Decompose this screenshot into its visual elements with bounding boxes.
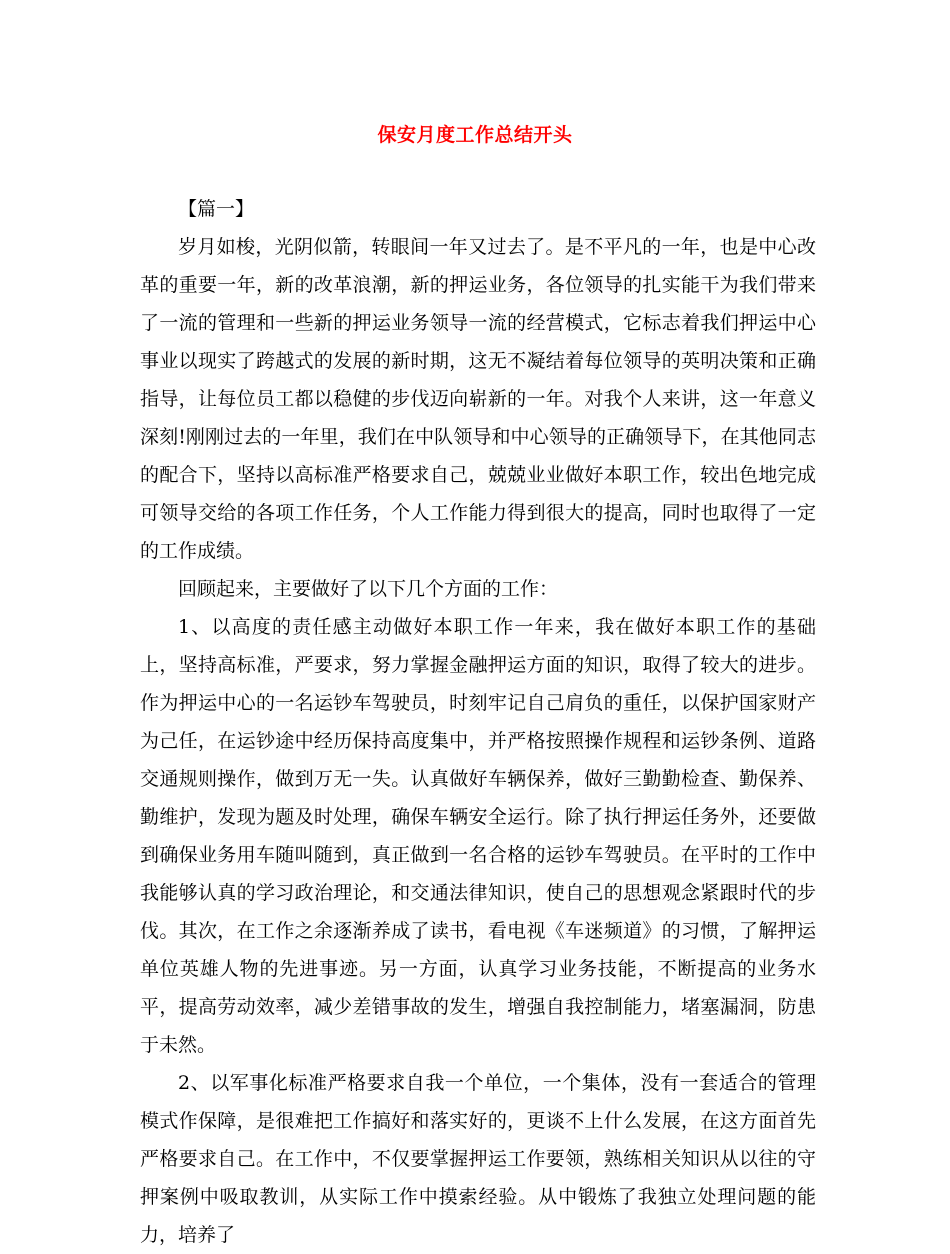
paragraph: 1、以高度的责任感主动做好本职工作一年来，我在做好本职工作的基础上，坚持高标准，严要求，努力掌握金融押运方面的知识，取得了较大的进步。作为押运中心的一名运钞车驾驶员，时刻牢记自己肩负的重任，以保护国家财产为己任，在运钞途中经历保持高度集中，并严格按照操作规程和运钞条例、道路交通规则操作，做到万无一失。认真做好车辆保养，做好三勤勤检查、勤保养、勤维护，发现为题及时处理，确保车辆安全运行。除了执行押运任务外，还要做到确保业务用车随叫随到，真正做到一名合格的运钞车驾驶员。在平时的工作中我能够认真的学习政治理论，和交通法律知识，使自己的思想观念紧跟时代的步伐。其次，在工作之余逐渐养成了读书，看电视《车迷频道》的习惯，了解押运单位英雄人物的先进事迹。另一方面，认真学习业务技能，不断提高的业务水平，提高劳动效率，减少差错事故的发生，增强自我控制能力，堵塞漏洞，防患于未然。 — [140, 616, 816, 1056]
paragraph: 2、以军事化标准严格要求自我一个单位，一个集体，没有一套适合的管理模式作保障，是很难把工作搞好和落实好的，更谈不上什么发展，在这方面首先严格要求自己。在工作中，不仅要掌握押运工作要领，熟练相关知识从以往的守押案例中吸取教训，从实际工作中摸索经验。从中锻炼了我独立处理问题的能力，培养了 — [140, 1072, 816, 1246]
section-label: 【篇一】 — [178, 198, 255, 220]
paragraph: 回顾起来，主要做好了以下几个方面的工作： — [178, 578, 559, 600]
document-title: 保安月度工作总结开头 — [377, 124, 573, 146]
paragraph: 岁月如梭，光阴似箭，转眼间一年又过去了。是不平凡的一年，也是中心改革的重要一年，新的改革浪潮，新的押运业务，各位领导的扎实能干为我们带来了一流的管理和一些新的押运业务领导一流的经营模式，它标志着我们押运中心事业以现实了跨越式的发展的新时期，这无不凝结着每位领导的英明决策和正确指导，让每位员工都以稳健的步伐迈向崭新的一年。对我个人来讲，这一年意义深刻!刚刚过去的一年里，我们在中队领导和中心领导的正确领导下，在其他同志的配合下，坚持以高标准严格要求自己，兢兢业业做好本职工作，较出色地完成可领导交给的各项工作任务，个人工作能力得到很大的提高，同时也取得了一定的工作成绩。 — [140, 236, 816, 562]
document-body — [140, 190, 816, 1254]
